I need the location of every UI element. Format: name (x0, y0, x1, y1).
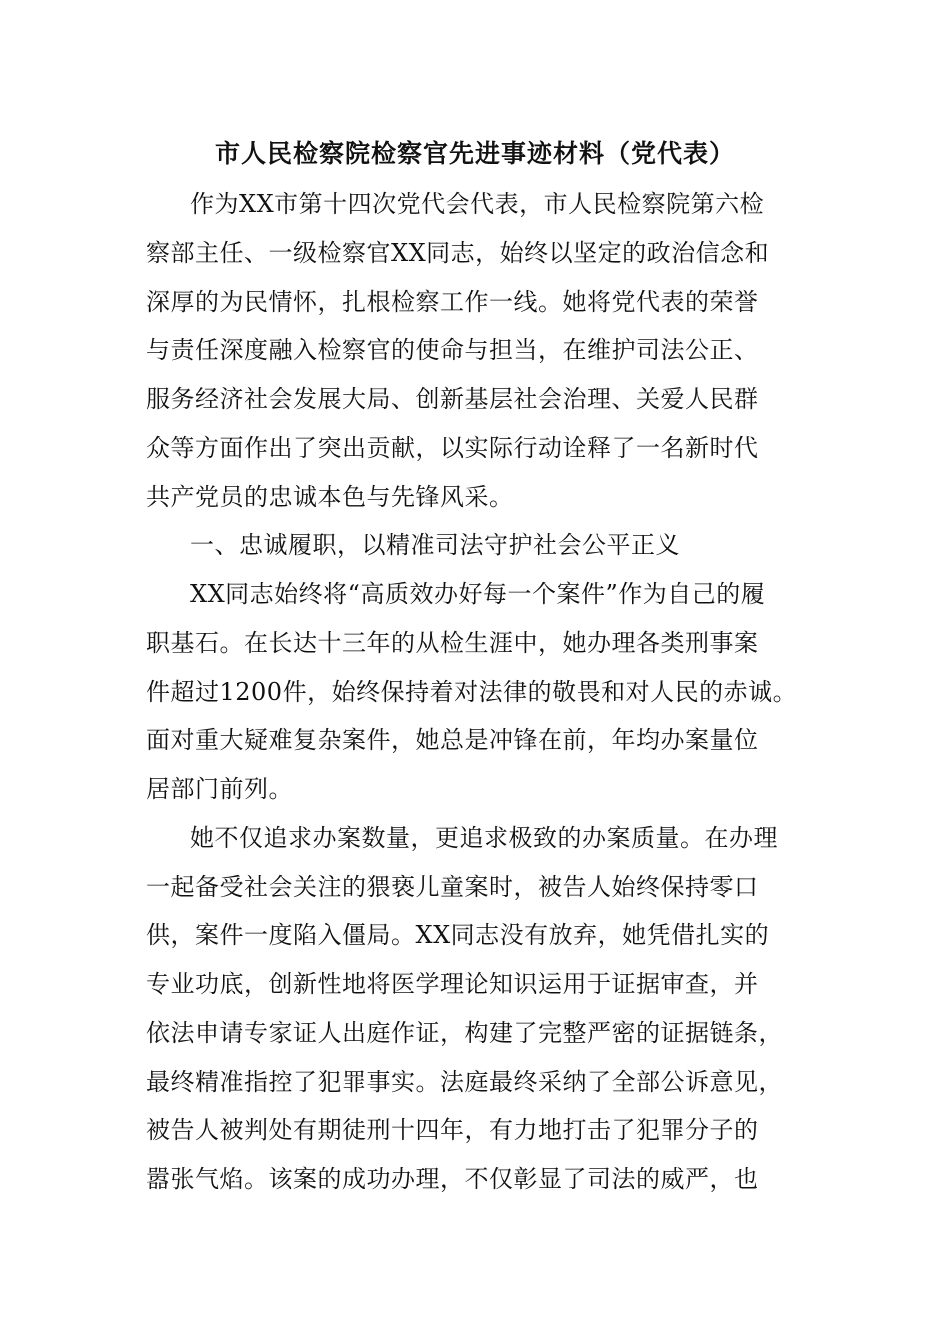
paragraph-line: 面对重大疑难复杂案件，她总是冲锋在前，年均办案量位 (146, 726, 759, 755)
paragraph-line: 专业功底，创新性地将医学理论知识运用于证据审查，并 (146, 970, 759, 998)
paragraph-line: 职基石。在长达十三年的从检生涯中，她办理各类刑事案 (146, 628, 759, 657)
paragraph-line: 深厚的为民情怀，扎根检察工作一线。她将党代表的荣誉 (146, 287, 759, 316)
paragraph-line: 最终精准指控了犯罪事实。法庭最终采纳了全部公诉意见， (146, 1067, 783, 1096)
paragraph-line: 察部主任、一级检察官XX同志，始终以坚定的政治信念和 (146, 238, 770, 267)
paragraph-line: 被告人被判处有期徒刑十四年，有力地打击了犯罪分子的 (146, 1116, 759, 1145)
paragraph-line: XX同志始终将“高质效办好每一个案件”作为自己的履 (190, 580, 766, 608)
paragraph-line: 件超过1200件，始终保持着对法律的敬畏和对人民的赤诚。 (146, 677, 798, 706)
paragraph-line: 作为XX市第十四次党代会代表，市人民检察院第六检 (190, 190, 765, 218)
paragraph-line: 供，案件一度陷入僵局。XX同志没有放弃，她凭借扎实的 (146, 921, 770, 950)
paragraph-line: 依法申请专家证人出庭作证，构建了完整严密的证据链条， (146, 1018, 783, 1047)
paragraph-line: 嚣张气焰。该案的成功办理，不仅彰显了司法的威严，也 (146, 1165, 759, 1193)
paragraph-line: 她不仅追求办案数量，更追求极致的办案质量。在办理 (190, 823, 778, 852)
document-body (146, 180, 808, 1204)
paragraph-line: 一起备受社会关注的猥亵儿童案时，被告人始终保持零口 (146, 872, 759, 901)
section-heading: 一、忠诚履职，以精准司法守护社会公平正义 (190, 531, 680, 560)
paragraph-line: 居部门前列。 (146, 775, 293, 803)
paragraph-line: 与责任深度融入检察官的使命与担当，在维护司法公正、 (146, 336, 759, 365)
paragraph-line: 共产党员的忠诚本色与先锋风采。 (146, 482, 514, 511)
document-title: 市人民检察院检察官先进事迹材料（党代表） (214, 139, 735, 168)
paragraph-line: 服务经济社会发展大局、创新基层社会治理、关爱人民群 (146, 385, 759, 413)
paragraph-line: 众等方面作出了突出贡献，以实际行动诠释了一名新时代 (146, 433, 759, 462)
